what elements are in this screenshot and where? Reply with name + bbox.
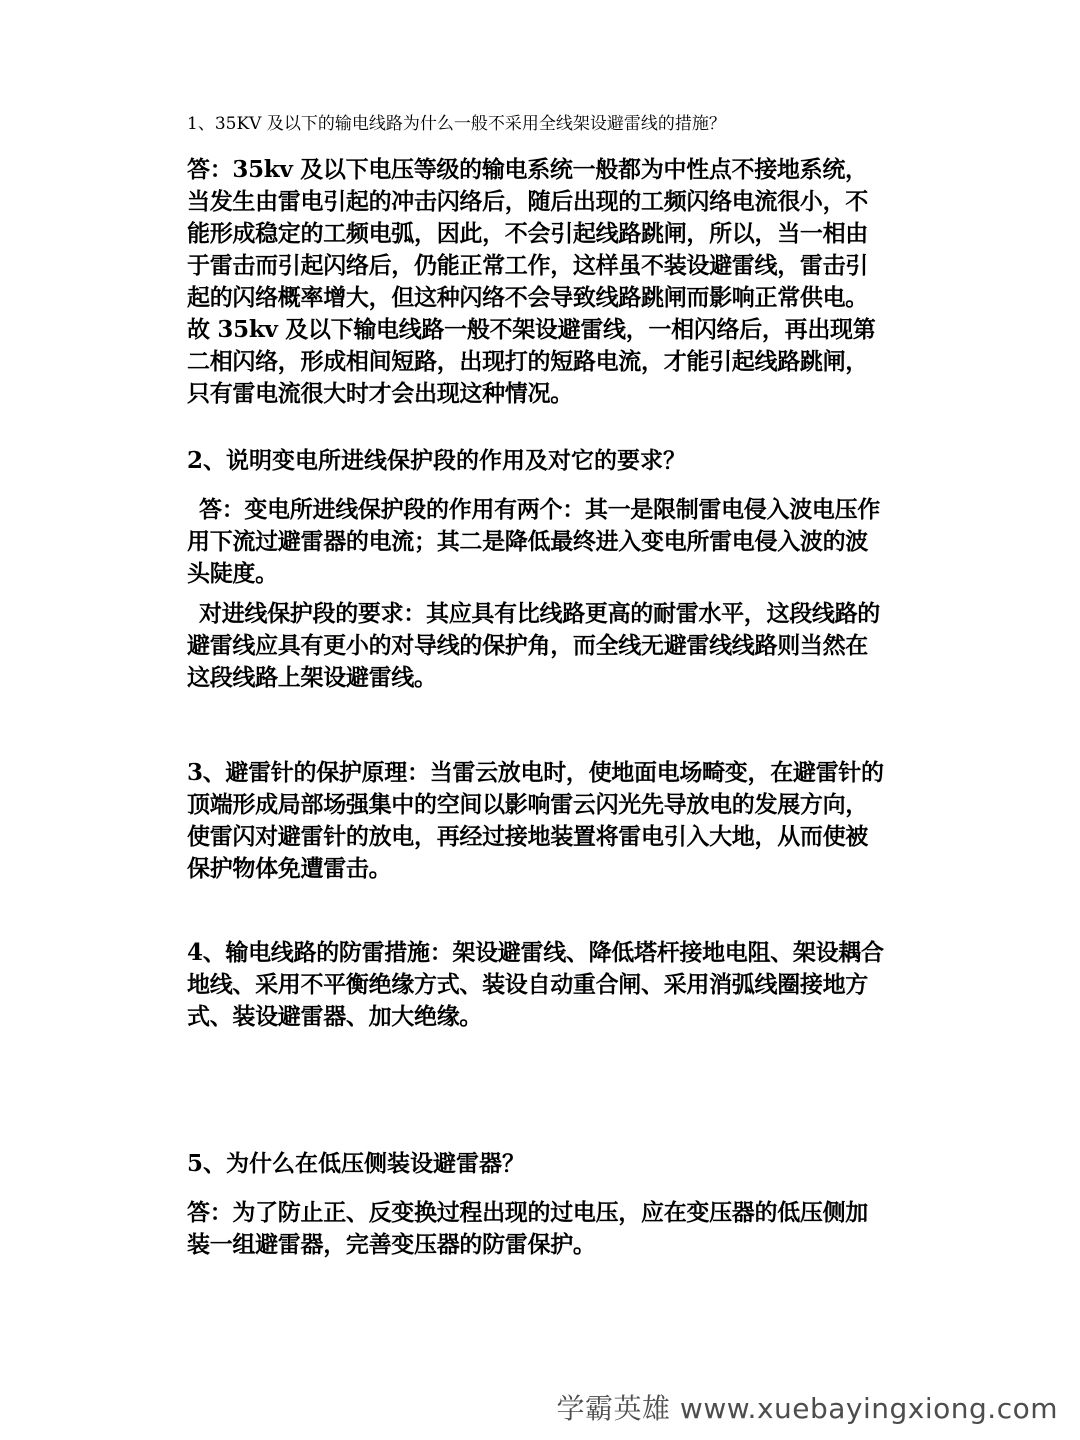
question-1-title: 1、35KV 及以下的输电线路为什么一般不采用全线架设避雷线的措施？ bbox=[187, 114, 726, 134]
question-4-text: 4、输电线路的防雷措施：架设避雷线、降低塔杆接地电阻、架设耦合地线、采用不平衡绝缘方式、装设自动重合闸、采用消弧线圈接地方式、装设避雷器、加大绝缘。 bbox=[187, 939, 884, 1030]
question-1-answer: 答：35kv 及以下电压等级的输电系统一般都为中性点不接地系统，当发生由雷电引起的冲击闪络后，随后出现的工频闪络电流很小，不能形成稳定的工频电弧，因此，不会引起线路跳闸，所以，当一相由于雷击而引起闪络后，仍能正常工作，这样虽不装设避雷线，雷击引起的闪络概率增大，但这种闪络不会导致线路跳闸而影响正常供电。故 35kv 及以下输电线路一般不架设避雷线，一相闪络后，再出现第二相闪络，形成相间短路，出现打的短路电流，才能引起线路跳闸，只有雷电流很大时才会出现这种情况。 bbox=[187, 156, 876, 407]
site-watermark: 学霸英雄 www.xuebayingxiong.com bbox=[556, 1392, 1058, 1425]
question-2-requirement: 对进线保护段的要求：其应具有比线路更高的耐雷水平，这段线路的避雷线应具有更小的对导线的保护角，而全线无避雷线线路则当然在这段线路上架设避雷线。 bbox=[187, 600, 881, 691]
question-2-title: 2、说明变电所进线保护段的作用及对它的要求？ bbox=[187, 447, 687, 474]
question-5-title: 5、为什么在低压侧装设避雷器？ bbox=[187, 1150, 526, 1177]
question-5-answer: 答：为了防止正、反变换过程出现的过电压，应在变压器的低压侧加装一组避雷器，完善变压器的防雷保护。 bbox=[187, 1199, 869, 1258]
question-3-text: 3、避雷针的保护原理：当雷云放电时，使地面电场畸变，在避雷针的顶端形成局部场强集中的空间以影响雷云闪光先导放电的发展方向，使雷闪对避雷针的放电，再经过接地装置将雷电引入大地，从而使被保护物体免遭雷击。 bbox=[187, 759, 884, 882]
question-2-answer: 答：变电所进线保护段的作用有两个：其一是限制雷电侵入波电压作用下流过避雷器的电流；其二是降低最终进入变电所雷电侵入波的波头陡度。 bbox=[187, 496, 881, 587]
